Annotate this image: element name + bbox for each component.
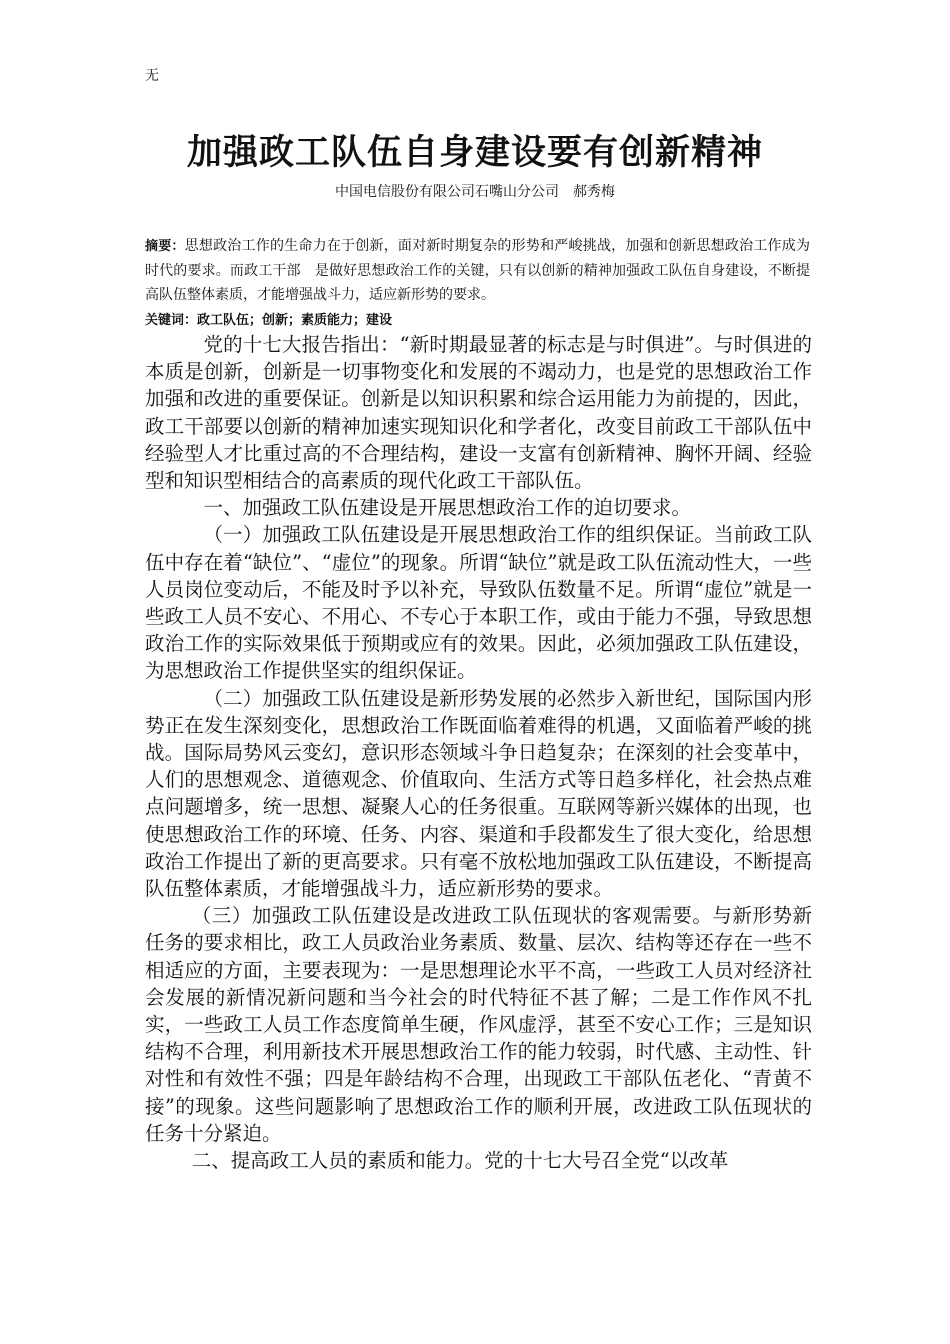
paragraph-section-1-2: （二）加强政工队伍建设是新形势发展的必然步入新世纪，国际国内形势正在发生深刻变化，思想政治工作既面临着难得的机遇，又面临着严峻的挑战。国际局势风云变幻，意识形态领域斗争日趋复杂；在深刻的社会变革中，人们的思想观念、道德观念、价值取向、生活方式等日趋多样化，社会热点难点问题增多，统一思想、凝聚人心的任务很重。互联网等新兴媒体的出现，也使思想政治工作的环境、任务、内容、渠道和手段都发生了很大变化，给思想政治工作提出了新的更高要求。只有毫不放松地加强政工队伍建设，不断提高队伍整体素质，才能增强战斗力，适应新形势的要求。 — [145, 686, 812, 901]
body-text — [145, 331, 812, 1174]
abstract-label: 摘要： — [145, 239, 185, 254]
paragraph-section-2-heading: 二、提高政工人员的素质和能力。党的十七大号召全党“以改革 — [191, 1149, 729, 1173]
keywords — [145, 310, 810, 332]
paragraph-section-1-1: （一）加强政工队伍建设是开展思想政治工作的组织保证。当前政工队伍中存在着“缺位”、“虚位”的现象。所谓“缺位”就是政工队伍流动性大，一些人员岗位变动后，不能及时予以补充，导致队伍数量不足。所谓“虚位”就是一些政工人员不安心、不用心、不专心于本职工作，或由于能力不强，导致思想政治工作的实际效果低于预期或应有的效果。因此，必须加强政工队伍建设，为思想政治工作提供坚实的组织保证。 — [145, 523, 812, 683]
abstract — [145, 234, 810, 307]
keywords-text: 政工队伍；创新；素质能力；建设 — [197, 313, 393, 328]
paragraph-section-1-heading: 一、加强政工队伍建设是开展思想政治工作的迫切要求。 — [203, 496, 692, 520]
author-line: 中国电信股份有限公司石嘴山分公司 郝秀梅 — [335, 184, 615, 200]
document-title: 加强政工队伍自身建设要有创新精神 — [186, 133, 763, 173]
header-mark: 无 — [145, 68, 159, 84]
paragraph-intro: 党的十七大报告指出：“新时期最显著的标志是与时俱进”。与时俱进的本质是创新，创新是一切事物变化和发展的不竭动力，也是党的思想政治工作加强和改进的重要保证。创新是以知识积累和综合运用能力为前提的，因此，政工干部要以创新的精神加速实现知识化和学者化，改变目前政工干部队伍中经验型人才比重过高的不合理结构，建设一支富有创新精神、胸怀开阔、经验型和知识型相结合的高素质的现代化政工干部队伍。 — [145, 333, 812, 493]
keywords-label: 关键词： — [145, 313, 198, 328]
abstract-text: 思想政治工作的生命力在于创新，面对新时期复杂的形势和严峻挑战，加强和创新思想政治工作成为时代的要求。而政工干部 是做好思想政治工作的关键，只有以创新的精神加强政工队伍自身建设，不断提高队伍整体素质，才能增强战斗力，适应新形势的要求。 — [145, 238, 810, 303]
paragraph-section-1-3: （三）加强政工队伍建设是改进政工队伍现状的客观需要。与新形势新任务的要求相比，政工人员政治业务素质、数量、层次、结构等还存在一些不相适应的方面，主要表现为：一是思想理论水平不高，一些政工人员对经济社会发展的新情况新问题和当今社会的时代特征不甚了解；二是工作作风不扎实，一些政工人员工作态度简单生硬，作风虚浮，甚至不安心工作；三是知识结构不合理，利用新技术开展思想政治工作的能力较弱，时代感、主动性、针对性和有效性不强；四是年龄结构不合理，出现政工干部队伍老化、“青黄不接”的现象。这些问题影响了思想政治工作的顺利开展，改进政工队伍现状的任务十分紧迫。 — [145, 904, 812, 1145]
